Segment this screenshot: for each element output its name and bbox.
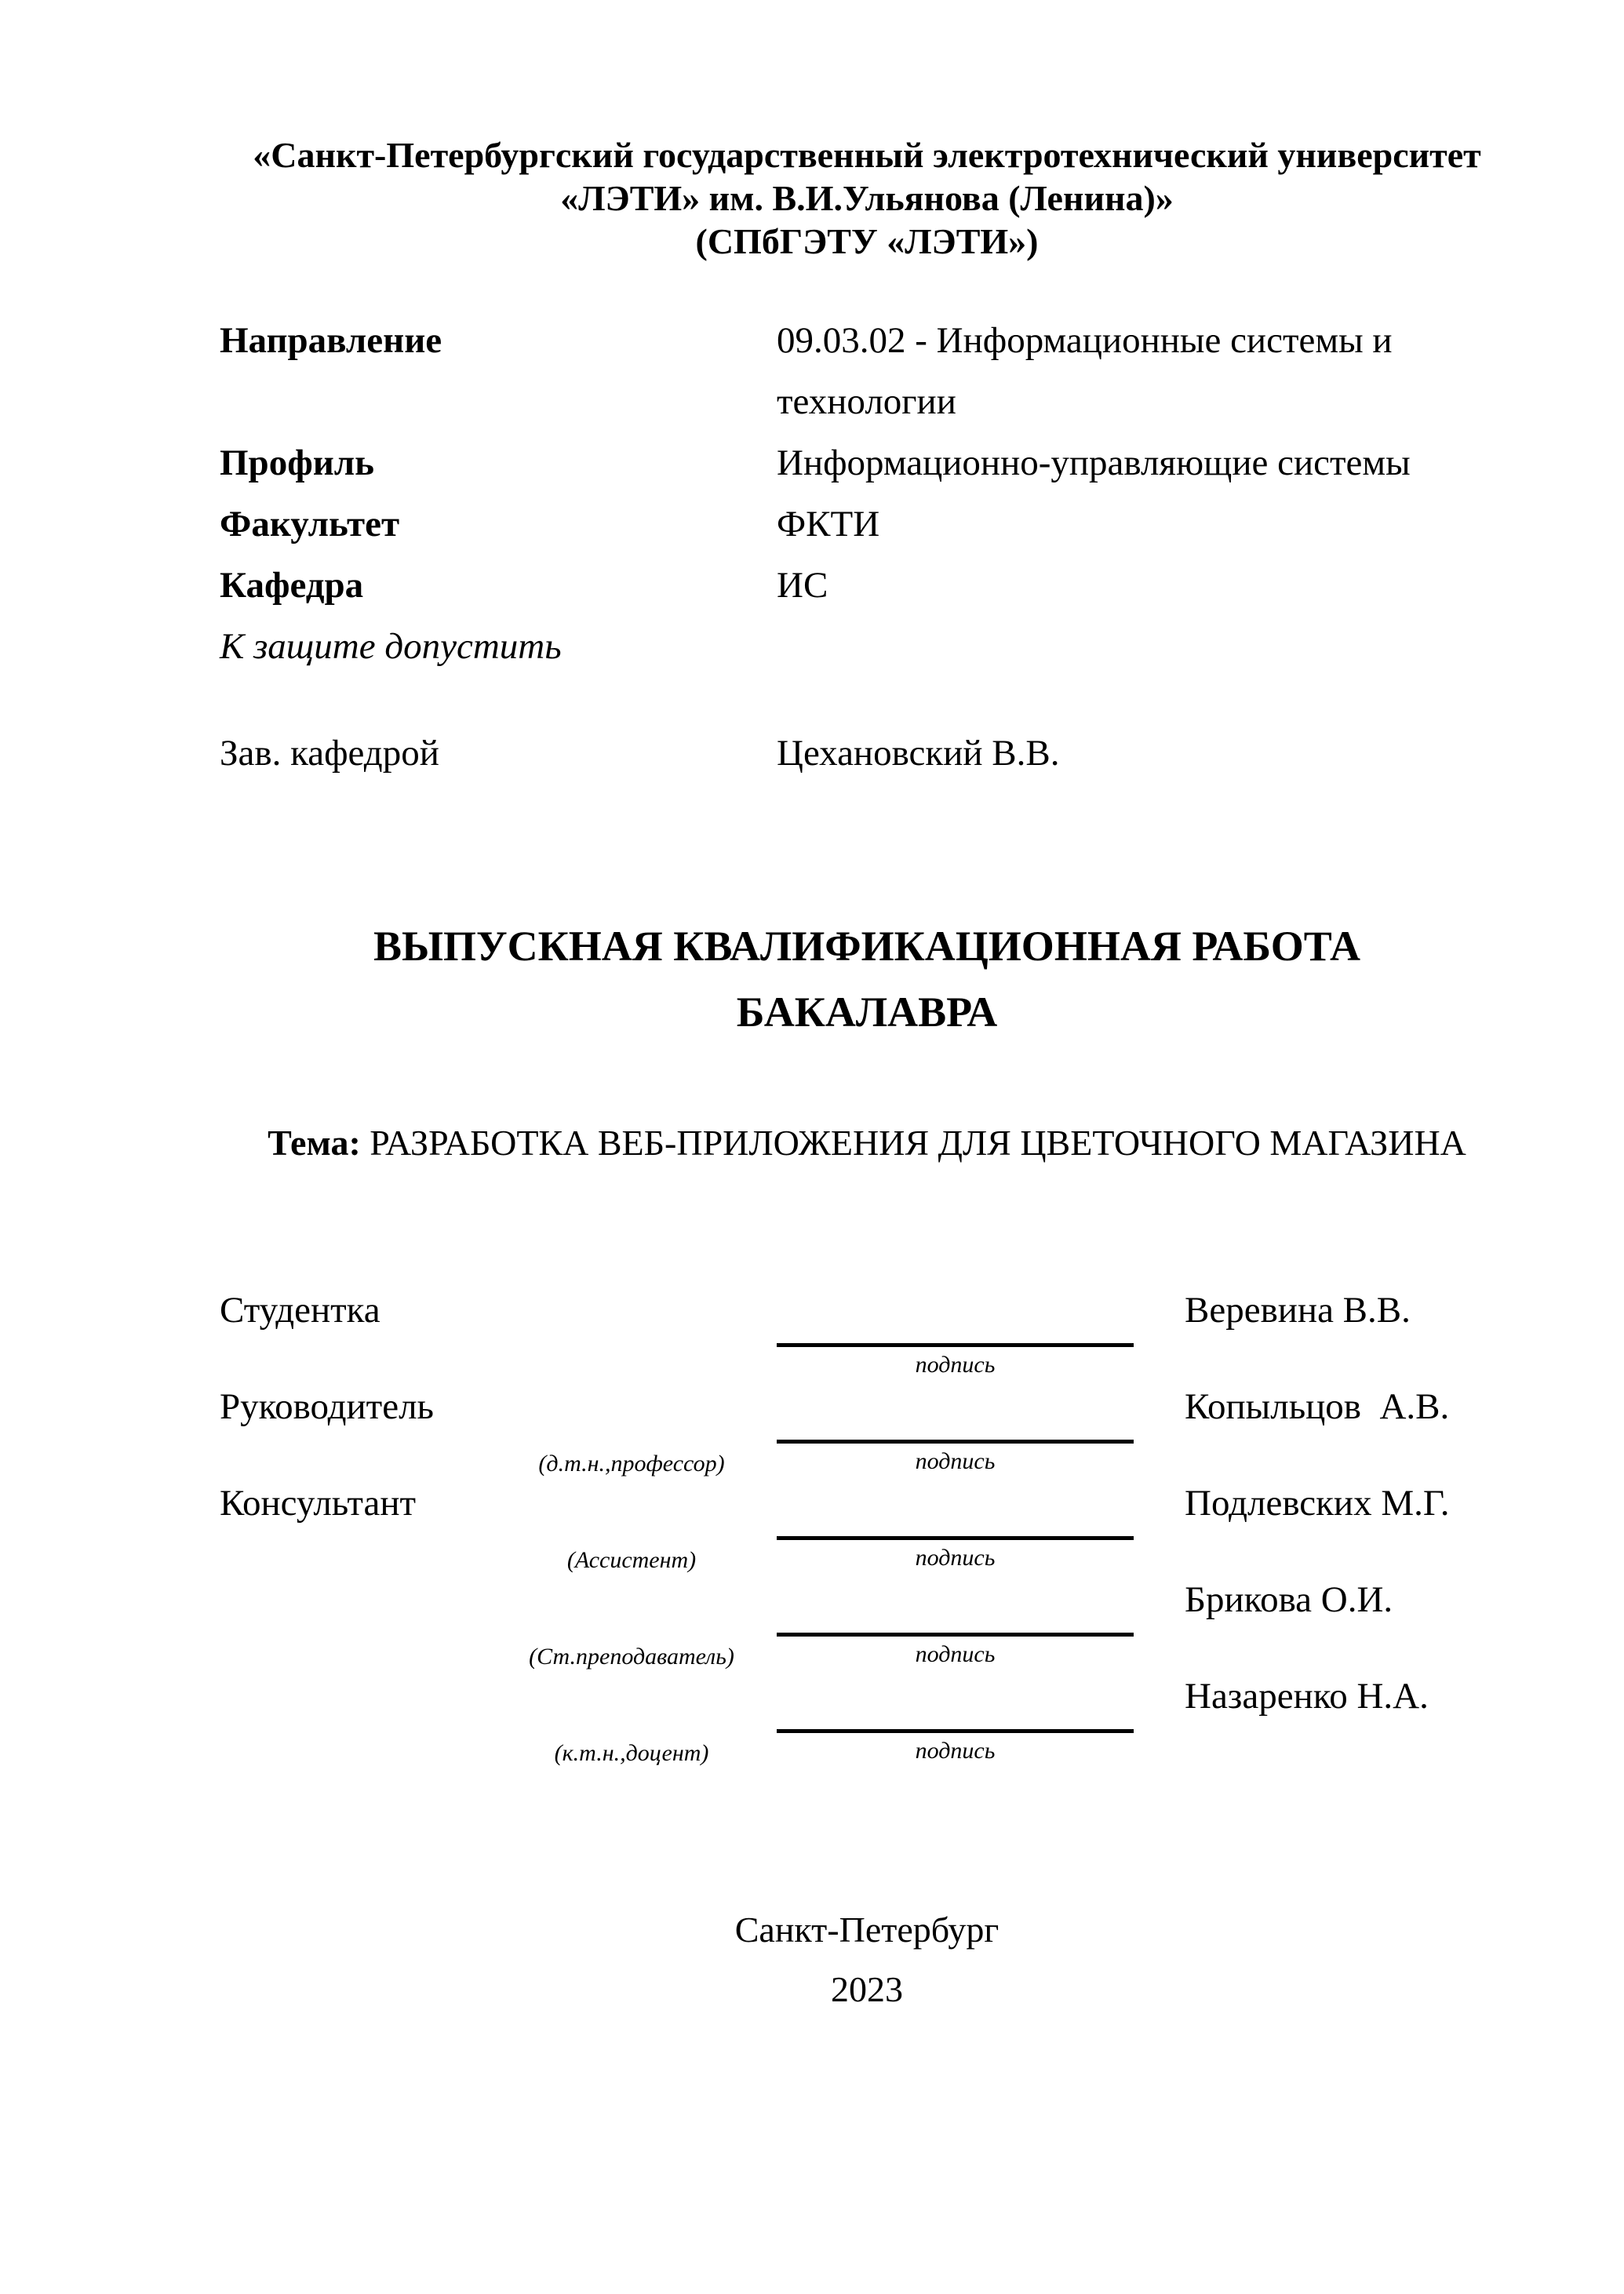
signature-block bbox=[220, 1288, 1514, 1771]
topic-line bbox=[220, 1120, 1514, 1167]
signature-line-column bbox=[777, 1674, 1134, 1771]
signature-line-column bbox=[777, 1481, 1134, 1578]
signature-row-consultant-3 bbox=[220, 1674, 1514, 1771]
signature-caption: подпись bbox=[915, 1352, 996, 1378]
work-title bbox=[220, 913, 1514, 1045]
signature-qualification: (Ассистент) bbox=[566, 1547, 697, 1573]
work-title-line-2: БАКАЛАВРА bbox=[736, 989, 998, 1036]
signature-qualification: (д.т.н.,профессор) bbox=[538, 1451, 725, 1477]
signature-line-column bbox=[777, 1288, 1134, 1385]
signature-row-supervisor bbox=[220, 1385, 1514, 1481]
signature-caption: подпись bbox=[915, 1641, 996, 1667]
signature-role: Студентка bbox=[220, 1290, 381, 1331]
program-fields bbox=[220, 310, 1514, 677]
signature-line bbox=[777, 1578, 1134, 1637]
signature-caption: подпись bbox=[915, 1738, 996, 1764]
footer-year: 2023 bbox=[831, 1969, 903, 2009]
university-header-line-2: «ЛЭТИ» им. В.И.Ульянова (Ленина)» bbox=[560, 178, 1174, 218]
signature-role bbox=[220, 1578, 486, 1674]
field-value-direction: 09.03.02 - Информационные системы и технологии bbox=[777, 320, 1393, 422]
signature-row-consultant-2 bbox=[220, 1578, 1514, 1674]
signature-role bbox=[220, 1674, 486, 1771]
signature-qualification bbox=[486, 1288, 777, 1385]
footer bbox=[220, 1900, 1514, 2019]
signature-role: Руководитель bbox=[220, 1386, 434, 1427]
field-row-department bbox=[220, 555, 1514, 616]
field-value-profile: Информационно-управляющие системы bbox=[777, 442, 1411, 483]
signature-row-student bbox=[220, 1288, 1514, 1385]
admission-note: К защите допустить bbox=[220, 626, 562, 667]
department-head-name: Цехановский В.В. bbox=[777, 733, 1060, 774]
signature-name: Подлевских М.Г. bbox=[1185, 1483, 1450, 1524]
signature-caption: подпись bbox=[915, 1545, 996, 1571]
field-row-profile bbox=[220, 432, 1514, 493]
signature-line-column bbox=[777, 1385, 1134, 1481]
field-row-direction bbox=[220, 310, 1514, 432]
field-value-faculty: ФКТИ bbox=[777, 504, 880, 544]
signature-row-consultant-1 bbox=[220, 1481, 1514, 1578]
field-label-profile: Профиль bbox=[220, 442, 375, 483]
work-title-line-1: ВЫПУСКНАЯ КВАЛИФИКАЦИОННАЯ РАБОТА bbox=[373, 923, 1361, 970]
signature-name: Брикова О.И. bbox=[1185, 1579, 1393, 1620]
field-label-direction: Направление bbox=[220, 320, 442, 361]
signature-name: Веревина В.В. bbox=[1185, 1290, 1411, 1331]
signature-caption: подпись bbox=[915, 1448, 996, 1474]
signature-line bbox=[777, 1674, 1134, 1733]
field-label-faculty: Факультет bbox=[220, 504, 400, 544]
department-head-label: Зав. кафедрой bbox=[220, 733, 439, 774]
field-label-department: Кафедра bbox=[220, 565, 364, 606]
university-header-line-3: (СПбГЭТУ «ЛЭТИ») bbox=[695, 221, 1039, 261]
signature-role: Консультант bbox=[220, 1483, 417, 1524]
field-row-faculty bbox=[220, 493, 1514, 555]
topic-text: РАЗРАБОТКА ВЕБ-ПРИЛОЖЕНИЯ ДЛЯ ЦВЕТОЧНОГО МАГАЗИНА bbox=[360, 1123, 1466, 1163]
signature-qualification: (к.т.н.,доцент) bbox=[554, 1740, 709, 1766]
signature-qualification: (Ст.преподаватель) bbox=[529, 1644, 734, 1670]
signature-name: Назаренко Н.А. bbox=[1185, 1676, 1429, 1717]
signature-line-column bbox=[777, 1578, 1134, 1674]
university-header-line-1: «Санкт-Петербургский государственный электротехнический университет bbox=[253, 135, 1481, 175]
signature-line bbox=[777, 1288, 1134, 1347]
signature-line bbox=[777, 1385, 1134, 1444]
topic-label: Тема: bbox=[268, 1123, 361, 1163]
signature-line bbox=[777, 1481, 1134, 1540]
signature-name: Копыльцов А.В. bbox=[1185, 1386, 1450, 1427]
department-head-row bbox=[220, 723, 1514, 784]
university-header bbox=[220, 133, 1514, 263]
field-value-department: ИС bbox=[777, 565, 828, 606]
footer-city: Санкт-Петербург bbox=[734, 1910, 1000, 1950]
